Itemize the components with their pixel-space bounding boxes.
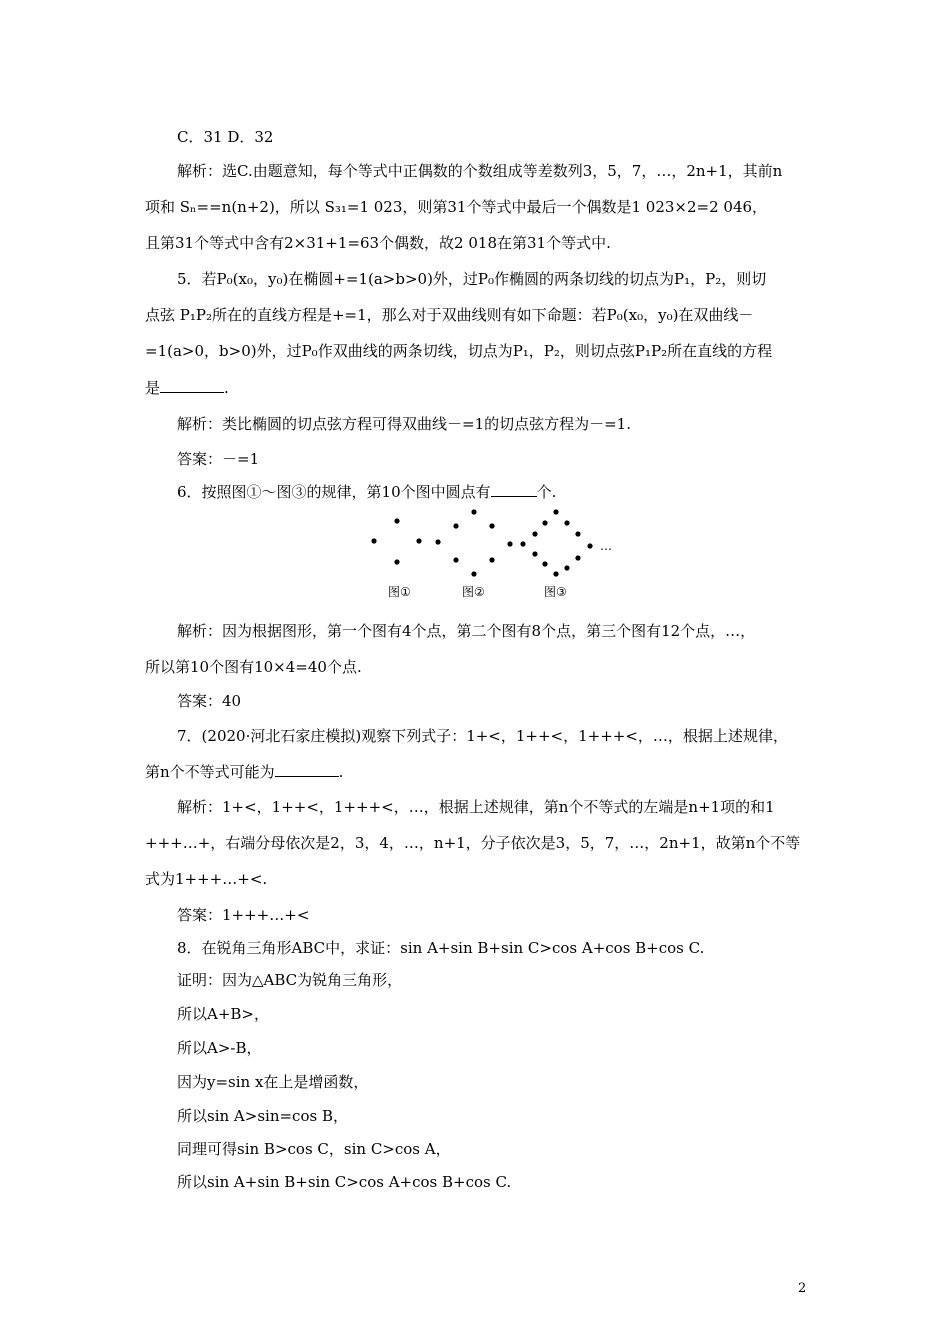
problem-6-end: 个. (536, 483, 557, 501)
proof-8-line-5: 所以sin A>sin=cos B， (177, 1107, 348, 1125)
answer-blank (275, 762, 339, 777)
problem-7-line-1: 7．(2020·河北石家庄模拟)观察下列式子：1+<，1++<，1+++<，…，根据上述规律， (177, 727, 788, 745)
problem-5-line-3: =1(a>0，b>0)外，过P₀作双曲线的两条切线，切点为P₁，P₂，则切点弦P₁P₂所在直线的方程 (145, 342, 773, 360)
solution-6-line-2: 所以第10个图有10×4=40个点. (145, 658, 362, 676)
dot-pattern-figure (360, 508, 630, 603)
problem-5-line-1: 5．若P₀(x₀，y₀)在椭圆+=1(a>b>0)外，过P₀作椭圆的两条切线的切点为P₁，P₂，则切 (177, 270, 767, 288)
problem-8: 8．在锐角三角形ABC中，求证：sin A+sin B+sin C>cos A+cos B+cos C. (177, 939, 705, 957)
solution-4-line-3: 且第31个等式中含有2×31+1=63个偶数，故2 018在第31个等式中. (145, 234, 611, 252)
option-cd: C．31 D．32 (177, 128, 274, 146)
proof-8-line-1: 证明：因为△ABC为锐角三角形， (177, 971, 403, 989)
solution-7-line-1: 解析：1+<，1++<，1+++<，…，根据上述规律，第n个不等式的左端是n+1项的和1 (177, 798, 775, 816)
dot-pattern-svg (360, 508, 630, 603)
problem-5-line-4 (145, 378, 229, 398)
figure-2-label: 图② (462, 585, 485, 599)
figure-ellipsis: … (600, 539, 612, 553)
solution-4-line-2: 项和 Sₙ==n(n+2)，所以 S₃₁=1 023，则第31个等式中最后一个偶数是1 023×2=2 046， (145, 198, 768, 216)
answer-blank (491, 482, 537, 497)
problem-5-end: . (224, 379, 229, 397)
figure-3-label: 图③ (544, 585, 567, 599)
answer-blank (160, 378, 224, 393)
problem-6 (177, 482, 556, 502)
answer-5: 答案：－=1 (177, 450, 260, 468)
solution-6-line-1: 解析：因为根据图形，第一个图有4个点，第二个图有8个点，第三个图有12个点，…， (177, 622, 756, 640)
problem-7-text: 第n个不等式可能为 (145, 763, 275, 781)
solution-4-line-1: 解析：选C.由题意知，每个等式中正偶数的个数组成等差数列3，5，7，…，2n+1，其前n (177, 162, 783, 180)
problem-7-line-2 (145, 762, 343, 782)
problem-5-text: 是 (145, 379, 161, 397)
answer-6: 答案：40 (177, 692, 242, 710)
problem-5-line-2: 点弦 P₁P₂所在的直线方程是+=1，那么对于双曲线则有如下命题：若P₀(x₀，y₀)在双曲线－ (145, 306, 754, 324)
problem-6-text: 6．按照图①～图③的规律，第10个图中圆点有 (177, 483, 491, 501)
answer-7: 答案：1+++…+< (177, 906, 310, 924)
figure-2-dots (435, 509, 512, 576)
solution-5: 解析：类比椭圆的切点弦方程可得双曲线－=1的切点弦方程为－=1. (177, 415, 631, 433)
proof-8-line-4: 因为y=sin x在上是增函数， (177, 1073, 369, 1091)
figure-1-dots (371, 518, 421, 564)
solution-7-line-3: 式为1+++…+<. (145, 870, 268, 888)
solution-7-line-2: +++…+，右端分母依次是2，3，4，…，n+1，分子依次是3，5，7，…，2n+1，故第n个不等 (145, 834, 801, 852)
page-number: 2 (798, 1281, 807, 1296)
figure-1-label: 图① (388, 585, 411, 599)
problem-7-end: . (338, 763, 344, 781)
proof-8-line-6: 同理可得sin B>cos C，sin C>cos A， (177, 1140, 451, 1158)
proof-8-line-3: 所以A>-B， (177, 1039, 262, 1057)
figure-3-dots (520, 509, 592, 576)
proof-8-line-2: 所以A+B>， (177, 1005, 269, 1023)
proof-8-line-7: 所以sin A+sin B+sin C>cos A+cos B+cos C. (177, 1173, 512, 1191)
